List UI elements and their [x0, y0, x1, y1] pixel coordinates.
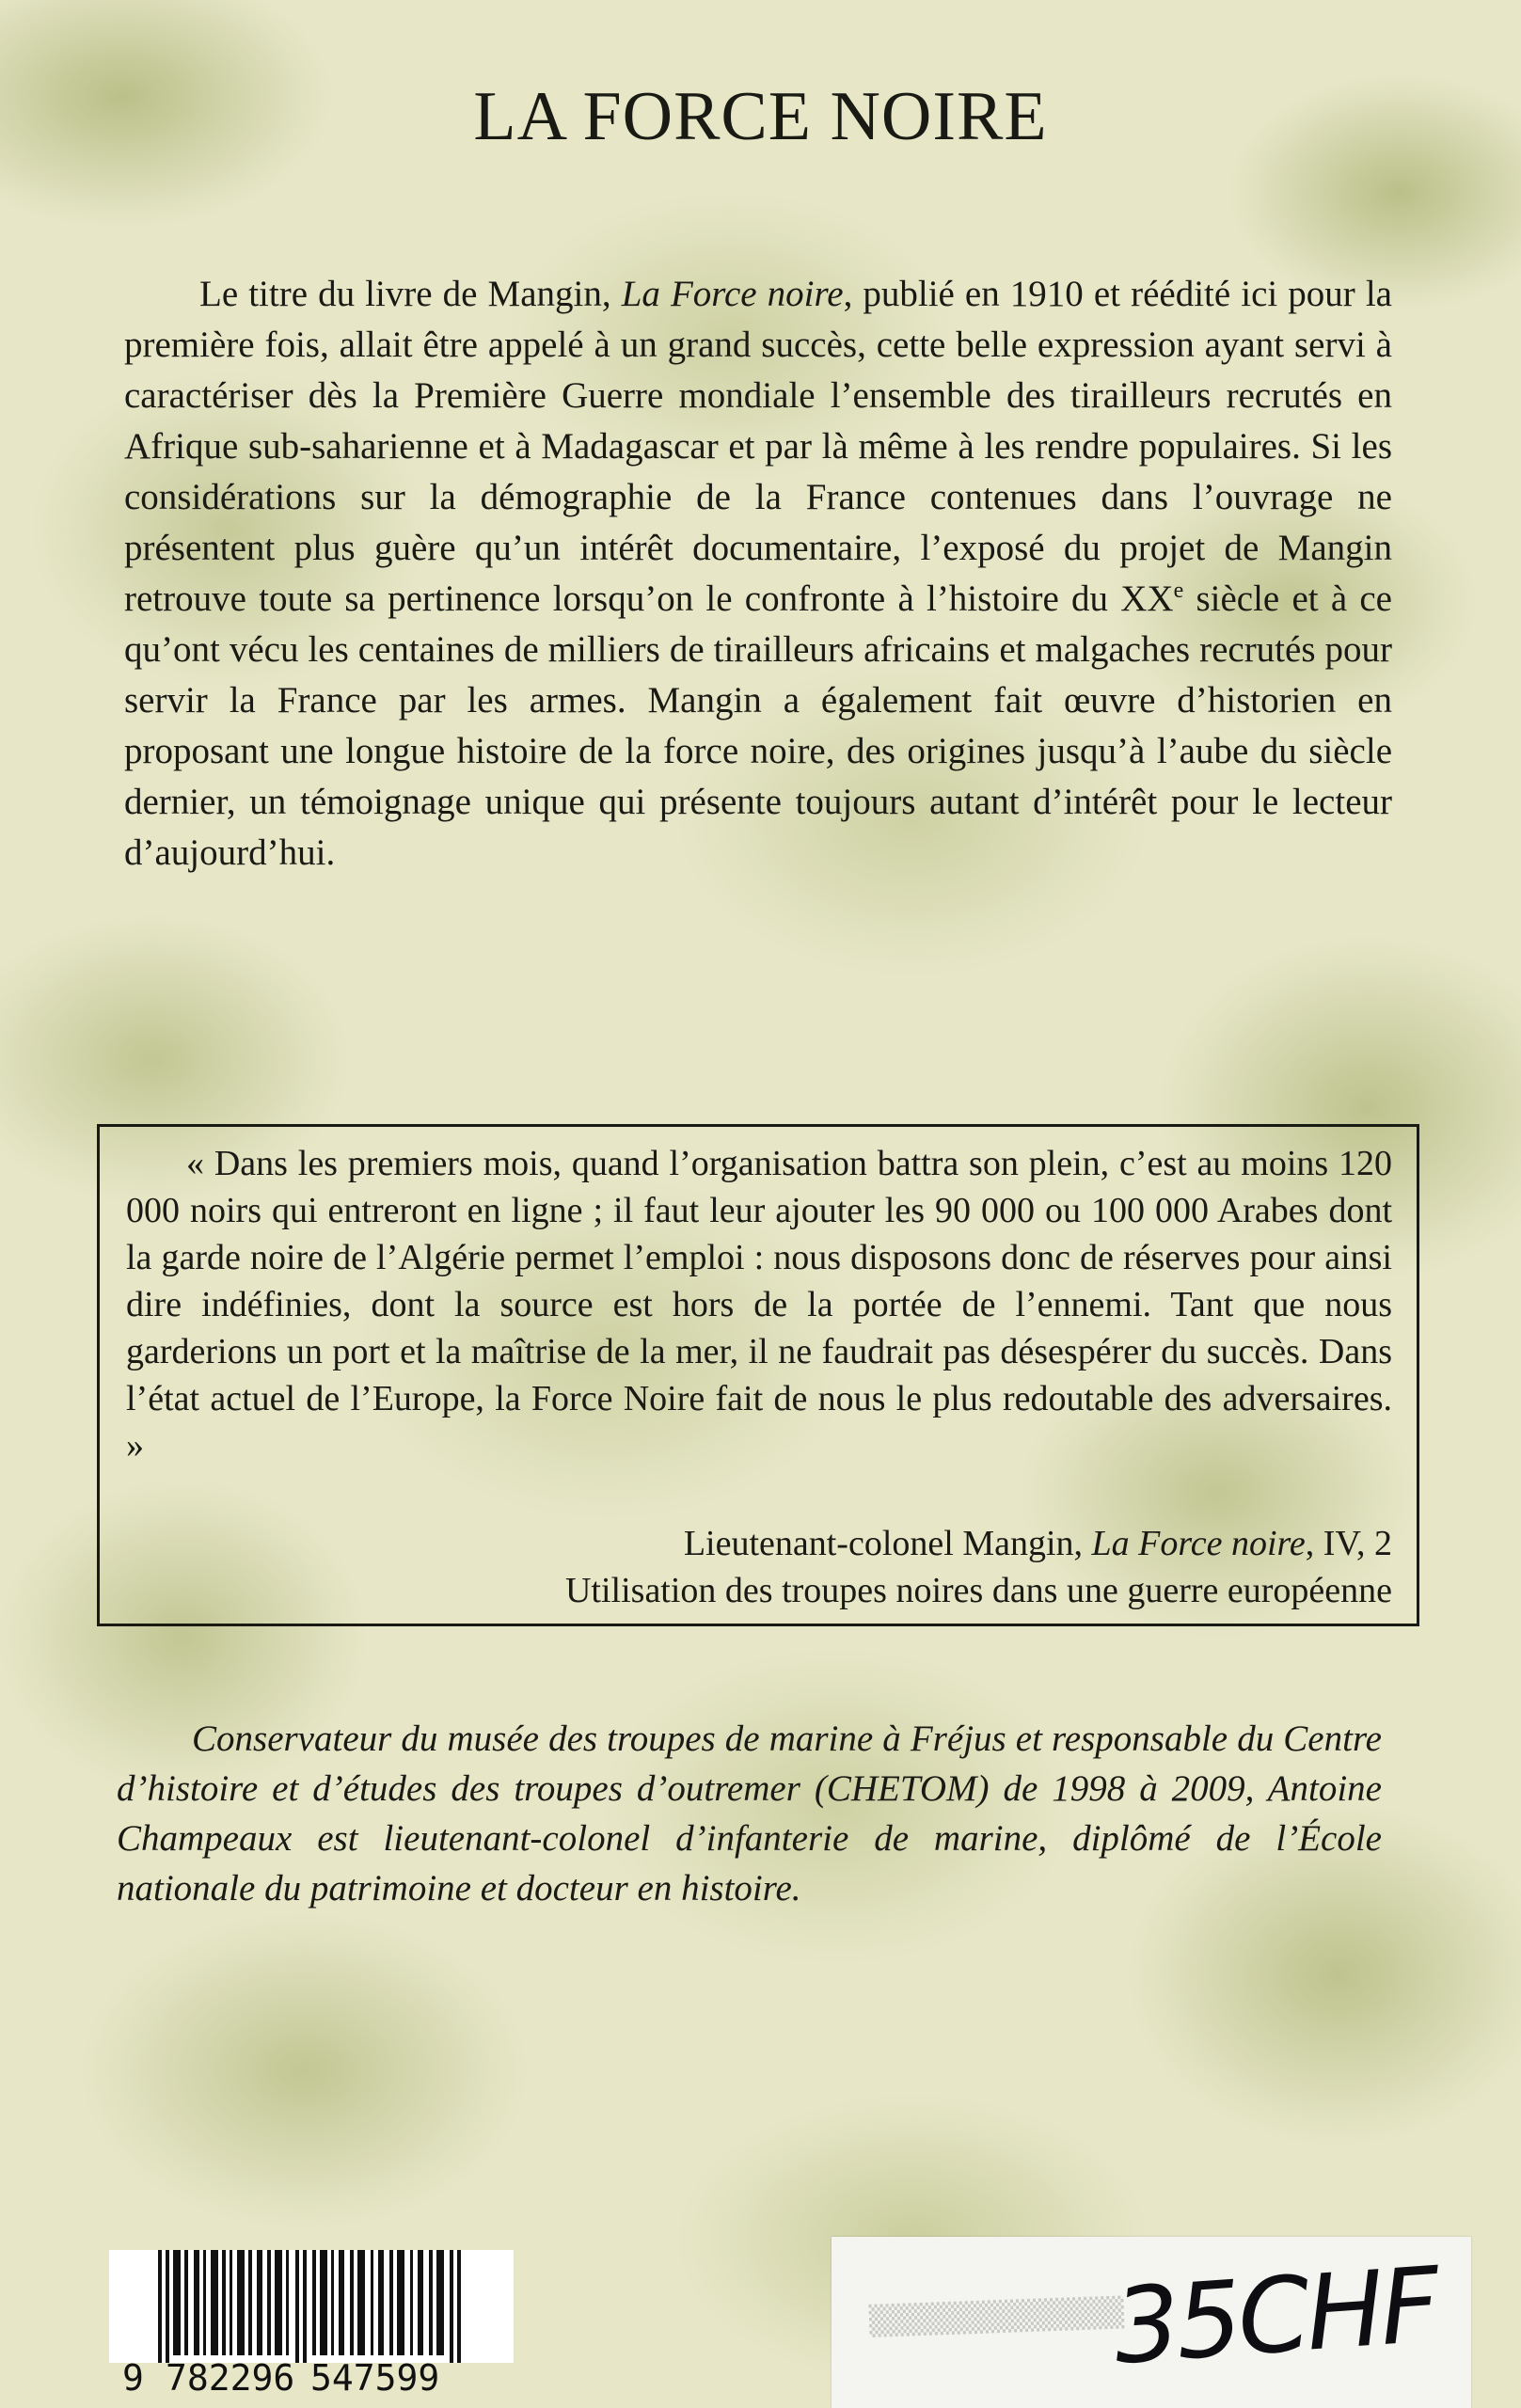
barcode-bars: [109, 2250, 514, 2363]
quote-attribution: [684, 1520, 1392, 1567]
sticker-faded-print: ▒▒▒▒▒▒▒▒▒▒▒▒▒▒▒: [868, 2296, 1125, 2338]
handwritten-price: 35CHF: [1109, 2244, 1440, 2387]
description-part2: , publié en 1910 et réédité ici pour la première fois, allait être appelé à un grand succès, cette belle expression ayant servi à caractériser dès la Première Guerre mondiale l’ensemble des tirailleurs recrutés en Afrique sub-saharienne et à Madagascar et par là même à les rendre populaires. Si les considérations sur la démographie de la France contenues dans l’ouvrage ne présentent plus guère qu’un intérêt documentaire, l’exposé du projet de Mangin retrouve toute sa pertinence lorsqu’on le confronte à l’histoire du XX: [124, 274, 1392, 619]
attribution-chapter: Utilisation des troupes noires dans une guerre européenne: [564, 1571, 1392, 1610]
quote-text: « Dans les premiers mois, quand l’organisation battra son plein, c’est au moins 120 000 noirs qui entreront en ligne ; il faut leur ajouter les 90 000 ou 100 000 Arabes dont la garde noire de l’Algérie permet l’emploi : nous disposons donc de réserves pour ainsi dire indéfinies, dont la source est hors de la portée de l’ennemi. Tant que nous garderions un port et la maîtrise de la mer, il ne faudrait pas désespérer du succès. Dans l’état actuel de l’Europe, la Force Noire fait de nous le plus redoutable des adversaires. »: [126, 1144, 1392, 1465]
quote-box: [97, 1124, 1419, 1626]
isbn-digit-group2: 547599: [310, 2357, 440, 2399]
isbn-digits: [109, 2357, 514, 2408]
price-sticker: [832, 2237, 1471, 2408]
description-part1: Le titre du livre de Mangin,: [199, 274, 622, 314]
attribution-ref: , IV, 2: [1305, 1524, 1392, 1563]
book-title: LA FORCE NOIRE: [473, 78, 1048, 155]
isbn-digit-prefix: 9: [122, 2357, 144, 2399]
description-paragraph: [124, 269, 1392, 879]
description-part3: siècle et à ce qu’ont vécu les centaines de milliers de tirailleurs africains et malgaches recrutés pour servir la France par les armes. Mangin a également fait œuvre d’historien en proposant une longue histoire de la force noire, des origines jusqu’à l’aube du siècle dernier, un témoignage unique qui présente toujours autant d’intérêt pour le lecteur d’aujourd’hui.: [124, 578, 1392, 873]
isbn-digit-group1: 782296: [166, 2357, 295, 2399]
attribution-author: Lieutenant-colonel Mangin,: [683, 1524, 1092, 1563]
century-superscript: e: [1173, 578, 1184, 603]
attribution-book: La Force noire: [1091, 1524, 1306, 1563]
author-bio: Conservateur du musée des troupes de marine à Fréjus et responsable du Centre d’histoire et d’études des troupes d’outremer (CHETOM) de 1998 à 2009, Antoine Champeaux est lieutenant-colonel d’infanterie de marine, diplômé de l’École nationale du patrimoine et docteur en histoire.: [117, 1719, 1382, 1909]
description-book-title: La Force noire: [621, 274, 844, 314]
